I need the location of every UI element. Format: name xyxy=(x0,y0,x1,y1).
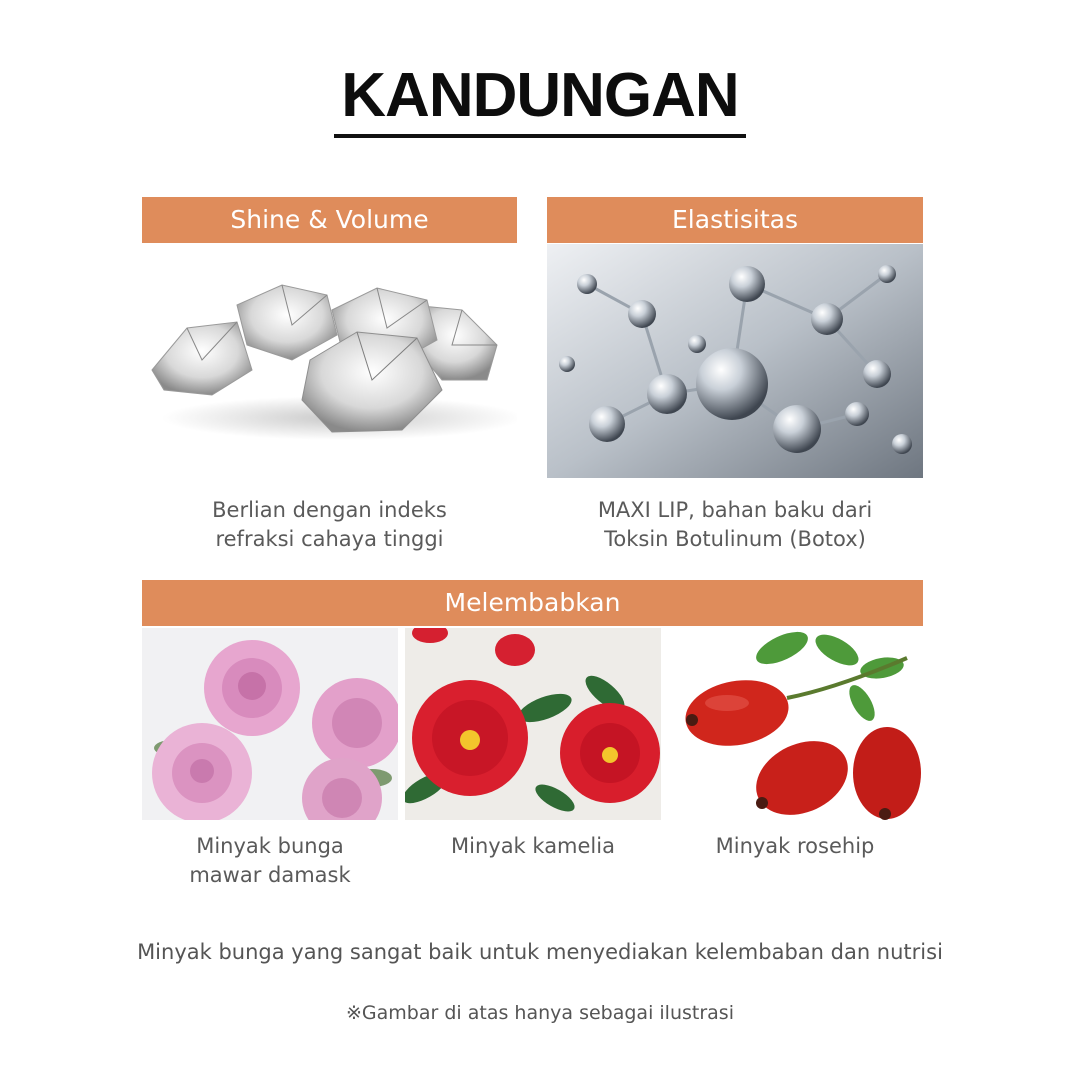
caption-shine-line1: Berlian dengan indeks xyxy=(212,498,447,522)
caption-elastic-line1: MAXI LIP, bahan baku dari xyxy=(597,498,873,522)
rose-image xyxy=(142,628,398,820)
caption-rose xyxy=(142,832,398,890)
page-title: KANDUNGAN xyxy=(341,61,739,130)
camellia-image xyxy=(405,628,661,820)
caption-shine-line2: refraksi cahaya tinggi xyxy=(215,527,444,551)
molecules-image xyxy=(547,244,923,478)
caption-elastic xyxy=(547,496,923,554)
caption-rosehip-line1: Minyak rosehip xyxy=(715,834,875,858)
caption-elastic-line2: Toksin Botulinum (Botox) xyxy=(604,527,866,551)
title-underline xyxy=(334,134,746,138)
footer-main: Minyak bunga yang sangat baik untuk menyediakan kelembaban dan nutrisi xyxy=(137,940,943,964)
section-header-elastic: Elastisitas xyxy=(547,197,923,243)
footer-note: ※Gambar di atas hanya sebagai ilustrasi xyxy=(346,1002,734,1024)
rosehip-image xyxy=(667,628,923,820)
caption-camellia xyxy=(405,832,661,861)
diamonds-image xyxy=(142,250,517,478)
caption-shine xyxy=(142,496,517,554)
caption-rose-line1: Minyak bunga xyxy=(196,834,344,858)
caption-rose-line2: mawar damask xyxy=(189,863,351,887)
section-header-moist: Melembabkan xyxy=(142,580,923,626)
section-header-shine: Shine & Volume xyxy=(142,197,517,243)
caption-camellia-line1: Minyak kamelia xyxy=(451,834,615,858)
caption-rosehip xyxy=(667,832,923,861)
